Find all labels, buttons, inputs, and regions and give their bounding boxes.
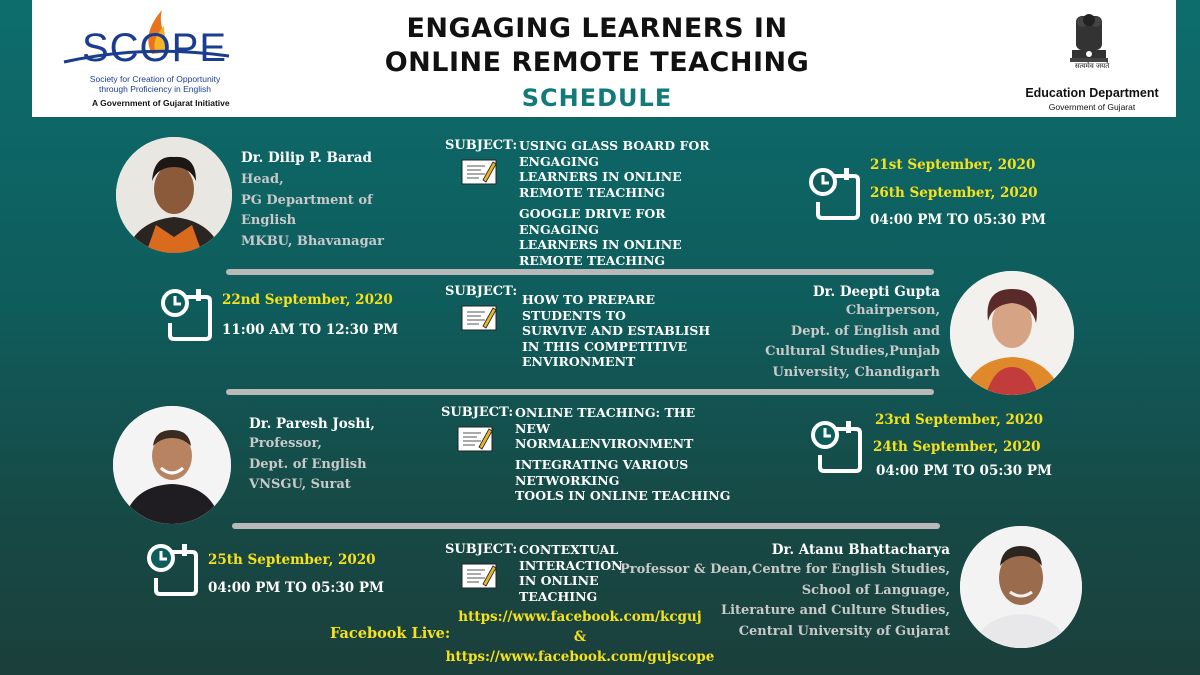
emblem-caption: सत्यमेव जयते <box>1074 62 1110 70</box>
scope-logo <box>54 4 234 112</box>
subject-text <box>519 206 682 268</box>
subject-text <box>519 138 710 200</box>
scope-tagline: A Government of Gujarat Initiative <box>92 98 230 108</box>
calendar-clock-icon <box>808 164 864 220</box>
subject-label: SUBJECT: <box>445 138 518 153</box>
scope-wordmark: SCOPE <box>82 26 228 70</box>
subject-line: REMOTE TEACHING <box>519 252 666 268</box>
subject-line: INTEGRATING VARIOUS <box>515 457 689 472</box>
subject-line: USING GLASS BOARD FOR <box>519 138 710 153</box>
role-line: Chairperson, <box>845 303 940 318</box>
role-line: PG Department of <box>241 192 373 208</box>
subject-text <box>522 292 710 370</box>
session-date: 22nd September, 2020 <box>222 292 393 308</box>
calendar-clock-icon <box>160 285 216 341</box>
speaker-name: Dr. Deepti Gupta <box>812 284 940 300</box>
speaker-portrait <box>960 526 1082 648</box>
subject-line: CONTEXTUAL <box>519 542 619 557</box>
subject-line: SURVIVE AND ESTABLISH <box>522 323 711 338</box>
department-government: Government of Gujarat <box>1048 102 1136 112</box>
subject-line: GOOGLE DRIVE FOR <box>519 206 666 221</box>
subject-line: ENVIRONMENT <box>522 354 636 369</box>
role-line: Central University of Gujarat <box>738 623 950 639</box>
separator <box>226 389 934 395</box>
session-time: 04:00 PM TO 05:30 PM <box>876 463 1052 479</box>
header-banner <box>32 0 1176 117</box>
speaker-photo-bhattacharya <box>960 526 1082 648</box>
separator <box>226 269 934 275</box>
role-line: Dept. of English <box>249 456 367 472</box>
subject-line: NEW <box>515 420 550 436</box>
role-line: Cultural Studies,Punjab <box>765 344 940 359</box>
subject-line: STUDENTS TO <box>522 307 626 323</box>
subject-text <box>515 405 695 452</box>
subject-line: INTERACTION <box>519 557 623 573</box>
session-date: 24th September, 2020 <box>873 439 1041 455</box>
subject-label: SUBJECT: <box>445 284 518 299</box>
subject-line: HOW TO PREPARE <box>522 292 656 307</box>
session-date: 26th September, 2020 <box>870 185 1038 201</box>
speaker-role <box>241 170 384 252</box>
subject-label: SUBJECT: <box>445 542 518 557</box>
speaker-photo-gupta <box>950 271 1074 395</box>
subject-line: ENGAGING <box>519 153 599 169</box>
session-date: 21st September, 2020 <box>870 157 1036 173</box>
title-line-2: ONLINE REMOTE TEACHING <box>384 47 810 78</box>
subject-line: NORMALENVIRONMENT <box>515 436 694 451</box>
speaker-portrait <box>950 271 1074 395</box>
subject-line: NETWORKING <box>515 472 620 488</box>
role-line: School of Language, <box>801 582 950 598</box>
speaker-photo-joshi <box>113 406 231 524</box>
subject-line: REMOTE TEACHING <box>519 184 666 200</box>
page-title <box>282 12 912 80</box>
subject-label: SUBJECT: <box>441 405 514 420</box>
role-line: MKBU, Bhavanagar <box>241 233 384 249</box>
separator <box>232 523 940 529</box>
session-date: 25th September, 2020 <box>208 552 376 568</box>
whiteboard-pencil-icon <box>461 302 497 332</box>
role-line: VNSGU, Surat <box>249 477 351 492</box>
session-date: 23rd September, 2020 <box>875 412 1044 428</box>
speaker-role <box>740 301 940 383</box>
scope-subtitle: Society for Creation of Opportunity through Proficiency in English <box>89 74 221 94</box>
subject-text <box>519 542 623 604</box>
subject-line: IN ONLINE <box>519 573 599 588</box>
subject-text <box>515 457 730 504</box>
speaker-photo-barad <box>116 137 232 253</box>
subject-line: LEARNERS IN ONLINE <box>519 169 682 184</box>
speaker-role <box>249 434 367 496</box>
speaker-name: Dr. Paresh Joshi, <box>249 416 375 432</box>
calendar-clock-icon <box>810 417 866 473</box>
speaker-portrait <box>116 137 232 253</box>
title-line-1: ENGAGING LEARNERS IN <box>406 13 788 44</box>
role-line: University, Chandigarh <box>772 364 940 380</box>
calendar-clock-icon <box>146 540 202 596</box>
subject-line: ENGAGING <box>519 221 599 237</box>
role-line: Professor, <box>249 436 322 451</box>
subject-line: TEACHING <box>519 588 598 604</box>
speaker-name: Dr. Dilip P. Barad <box>241 150 372 166</box>
session-time: 04:00 PM TO 05:30 PM <box>870 212 1046 228</box>
role-line: English <box>241 213 297 228</box>
subject-line: LEARNERS IN ONLINE <box>519 237 682 252</box>
role-line: Professor & Dean,Centre for English Studies, <box>620 562 951 577</box>
whiteboard-pencil-icon <box>461 156 497 186</box>
speaker-portrait <box>113 406 231 524</box>
subject-line: TOOLS IN ONLINE TEACHING <box>515 488 731 503</box>
speaker-name: Dr. Atanu Bhattacharya <box>771 542 950 558</box>
role-line: Dept. of English and <box>790 323 940 339</box>
facebook-live-label: Facebook Live: <box>330 625 451 642</box>
session-time: 11:00 AM TO 12:30 PM <box>222 322 399 338</box>
whiteboard-pencil-icon <box>461 560 497 590</box>
role-line: Head, <box>241 172 284 187</box>
schedule-heading: SCHEDULE <box>521 84 673 112</box>
session-time: 04:00 PM TO 05:30 PM <box>208 580 384 596</box>
facebook-links-ampersand: & <box>573 629 587 645</box>
department-name: Education Department <box>1025 86 1159 100</box>
subject-line: ONLINE TEACHING: THE <box>515 405 696 420</box>
facebook-link-gujscope[interactable]: https://www.facebook.com/gujscope <box>445 649 715 665</box>
role-line: Literature and Culture Studies, <box>720 603 950 618</box>
whiteboard-pencil-icon <box>457 423 493 453</box>
subject-line: IN THIS COMPETITIVE <box>522 338 688 354</box>
facebook-link-kcguj[interactable]: https://www.facebook.com/kcguj <box>458 609 702 625</box>
